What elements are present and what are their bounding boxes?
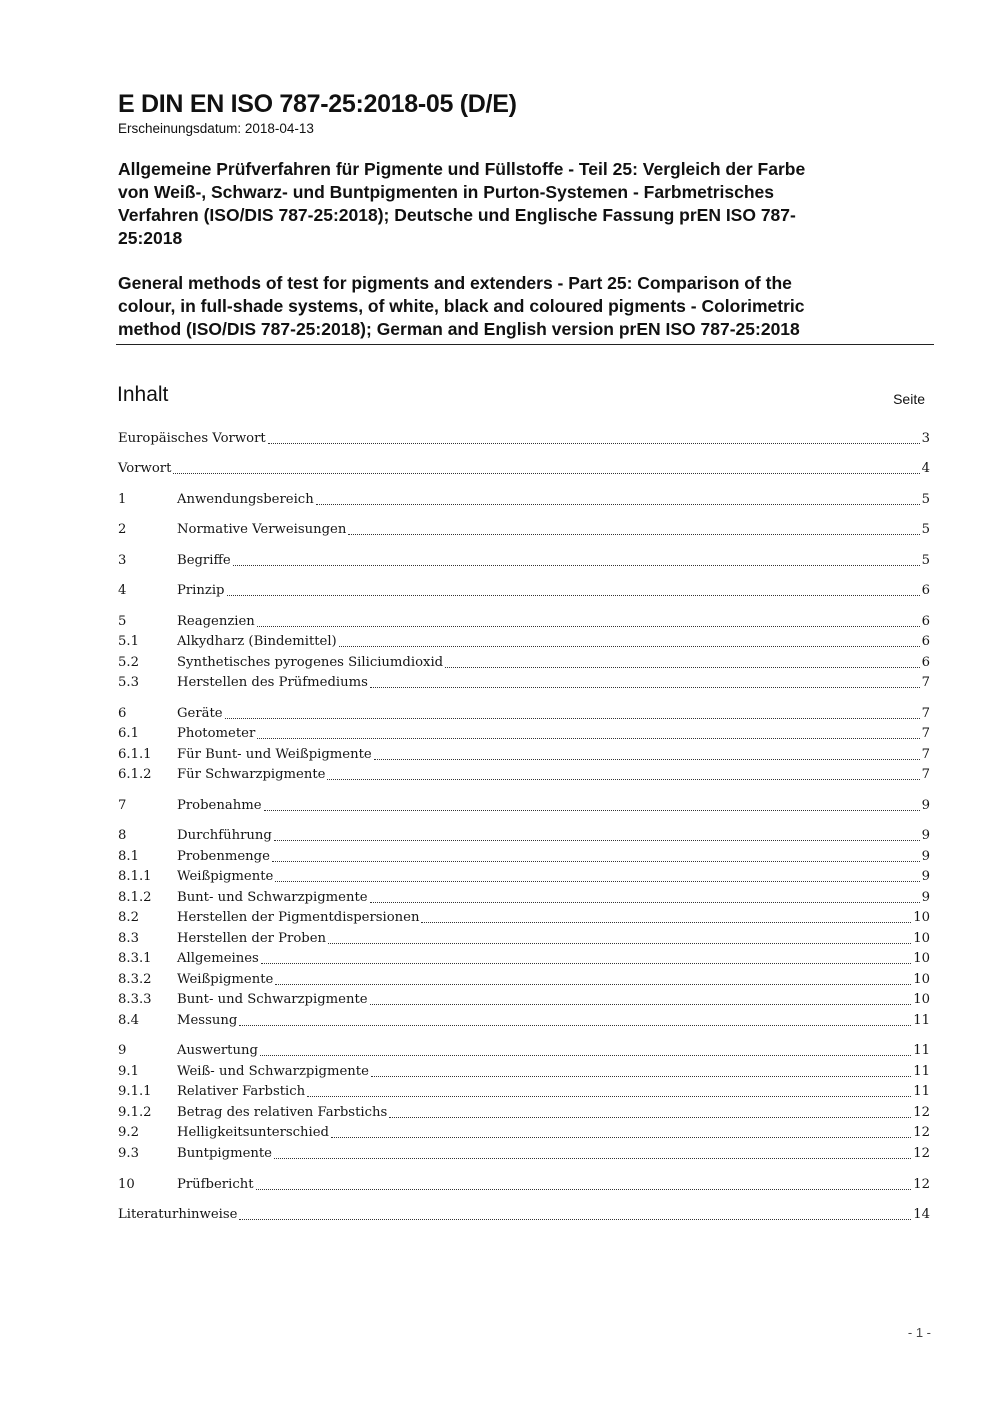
toc-entry[interactable] — [118, 1041, 930, 1061]
toc-entry[interactable] — [118, 990, 930, 1010]
toc-entry-title: Herstellen der Pigmentdispersionen — [177, 910, 420, 925]
toc-entry[interactable] — [118, 581, 930, 601]
toc-entry-number: 5.2 — [118, 655, 139, 670]
toc-entry[interactable] — [118, 867, 930, 887]
english-title-line: General methods of test for pigments and extenders - Part 25: Comparison of the — [118, 273, 792, 293]
toc-entry-number: 8.3.2 — [118, 972, 152, 987]
toc-entry-title: Europäisches Vorwort — [118, 431, 266, 446]
toc-entry-number: 9.3 — [118, 1146, 139, 1161]
toc-entry-title: Allgemeines — [177, 951, 259, 966]
toc-entry-title: Buntpigmente — [177, 1146, 272, 1161]
toc-entry-title: Für Schwarzpigmente — [177, 767, 326, 782]
toc-entry-title: Prinzip — [177, 583, 225, 598]
toc-entry-page: 7 — [921, 747, 930, 762]
toc-entry-title: Reagenzien — [177, 614, 255, 629]
toc-entry-page: 11 — [913, 1064, 930, 1079]
toc-entry-title: Probenahme — [177, 798, 262, 813]
toc-entry[interactable] — [118, 765, 930, 785]
toc-entry-number: 9 — [118, 1043, 127, 1058]
toc-entry-title: Begriffe — [177, 553, 231, 568]
toc-entry-number: 5.3 — [118, 675, 139, 690]
toc-entry-title: Probenmenge — [177, 849, 270, 864]
toc-dot-leader — [261, 963, 911, 964]
toc-dot-leader — [225, 718, 920, 719]
toc-entry[interactable] — [118, 949, 930, 969]
toc-entry-number: 8.1.1 — [118, 869, 152, 884]
toc-dot-leader — [348, 534, 919, 535]
toc-entry[interactable] — [118, 929, 930, 949]
toc-entry-page: 9 — [921, 869, 930, 884]
toc-dot-leader — [256, 1189, 912, 1190]
toc-entry-title: Prüfbericht — [177, 1177, 254, 1192]
toc-entry-title: Synthetisches pyrogenes Siliciumdioxid — [177, 655, 444, 670]
toc-entry-page: 9 — [921, 828, 930, 843]
toc-entry[interactable] — [118, 673, 930, 693]
toc-entry-number: 6.1 — [118, 726, 139, 741]
toc-entry-page: 3 — [921, 431, 930, 446]
toc-page-column-label: Seite — [893, 391, 925, 407]
toc-entry-page: 4 — [921, 461, 930, 476]
toc-dot-leader — [239, 1219, 911, 1220]
toc-entry-page: 11 — [913, 1013, 930, 1028]
toc-entry-number: 8.3.3 — [118, 992, 152, 1007]
toc-dot-leader — [328, 943, 911, 944]
toc-entry-title: Durchführung — [177, 828, 272, 843]
toc-entry-number: 6.1.2 — [118, 767, 152, 782]
toc-dot-leader — [227, 595, 920, 596]
toc-entry[interactable] — [118, 888, 930, 908]
toc-dot-leader — [445, 667, 919, 668]
toc-entry-number: 1 — [118, 492, 127, 507]
toc-entry-page: 7 — [921, 767, 930, 782]
toc-entry-page: 7 — [921, 706, 930, 721]
toc-entry[interactable] — [118, 1103, 930, 1123]
toc-entry-number: 2 — [118, 522, 127, 537]
toc-entry-page: 7 — [921, 675, 930, 690]
toc-entry-page: 6 — [921, 583, 930, 598]
toc-entry-title: Geräte — [177, 706, 223, 721]
toc-entry-page: 11 — [913, 1084, 930, 1099]
toc-entry-number: 8.2 — [118, 910, 139, 925]
toc-entry-page: 5 — [921, 492, 930, 507]
toc-dot-leader — [316, 504, 920, 505]
toc-entry[interactable] — [118, 1082, 930, 1102]
toc-dot-leader — [421, 922, 911, 923]
document-title: E DIN EN ISO 787-25:2018-05 (D/E) — [118, 90, 517, 118]
toc-entry-title: Messung — [177, 1013, 238, 1028]
toc-entry[interactable] — [118, 908, 930, 928]
toc-entry-page: 10 — [913, 992, 930, 1007]
toc-entry[interactable] — [118, 1123, 930, 1143]
toc-entry[interactable] — [118, 632, 930, 652]
toc-dot-leader — [233, 565, 920, 566]
toc-entry-title: Bunt- und Schwarzpigmente — [177, 992, 368, 1007]
toc-entry[interactable] — [118, 1062, 930, 1082]
toc-entry-title: Relativer Farbstich — [177, 1084, 306, 1099]
toc-entry-page: 12 — [913, 1105, 930, 1120]
toc-dot-leader — [272, 861, 920, 862]
toc-entry[interactable] — [118, 1144, 930, 1164]
toc-entry[interactable] — [118, 796, 930, 816]
toc-entry-title: Normative Verweisungen — [177, 522, 347, 537]
toc-entry-title: Weißpigmente — [177, 869, 274, 884]
toc-entry-title: Helligkeitsunterschied — [177, 1125, 329, 1140]
toc-entry[interactable] — [118, 847, 930, 867]
toc-entry[interactable] — [118, 551, 930, 571]
toc-entry-number: 9.1.1 — [118, 1084, 152, 1099]
toc-entry[interactable] — [118, 653, 930, 673]
toc-entry-title: Weißpigmente — [177, 972, 274, 987]
toc-entry[interactable] — [118, 459, 930, 479]
toc-entry-page: 10 — [913, 910, 930, 925]
toc-dot-leader — [389, 1117, 911, 1118]
title-divider — [116, 344, 934, 345]
toc-entry-page: 12 — [913, 1177, 930, 1192]
toc-entry-number: 8.4 — [118, 1013, 139, 1028]
toc-entry[interactable] — [118, 612, 930, 632]
toc-entry-title: Weiß- und Schwarzpigmente — [177, 1064, 369, 1079]
toc-entry-number: 4 — [118, 583, 127, 598]
toc-dot-leader — [339, 646, 920, 647]
toc-entry[interactable] — [118, 1205, 930, 1225]
toc-entry-page: 5 — [921, 553, 930, 568]
toc-entry-title: Vorwort — [118, 461, 172, 476]
toc-dot-leader — [239, 1025, 911, 1026]
toc-dot-leader — [331, 1137, 911, 1138]
german-title-line: Allgemeine Prüfverfahren für Pigmente und Füllstoffe - Teil 25: Vergleich der Farbe — [118, 159, 806, 179]
toc-dot-leader — [257, 626, 920, 627]
german-title — [118, 158, 918, 250]
toc-entry-number: 10 — [118, 1177, 135, 1192]
toc-entry-title: Herstellen der Proben — [177, 931, 327, 946]
toc-entry-number: 9.2 — [118, 1125, 139, 1140]
toc-entry-page: 9 — [921, 849, 930, 864]
toc-entry-number: 6 — [118, 706, 127, 721]
toc-dot-leader — [370, 902, 920, 903]
toc-dot-leader — [371, 1076, 911, 1077]
toc-entry-title: Herstellen des Prüfmediums — [177, 675, 368, 690]
toc-entry-page: 12 — [913, 1146, 930, 1161]
toc-dot-leader — [268, 443, 920, 444]
toc-entry-title: Für Bunt- und Weißpigmente — [177, 747, 372, 762]
toc-entry[interactable] — [118, 970, 930, 990]
toc-entry-page: 14 — [913, 1207, 930, 1222]
toc-entry-number: 9.1.2 — [118, 1105, 152, 1120]
toc-entry[interactable] — [118, 1011, 930, 1031]
toc-entry-number: 6.1.1 — [118, 747, 152, 762]
toc-entry-page: 10 — [913, 951, 930, 966]
german-title-line: von Weiß-, Schwarz- und Buntpigmenten in Purton-Systemen - Farbmetrisches — [118, 182, 775, 202]
toc-entry-page: 6 — [921, 655, 930, 670]
english-title-line: method (ISO/DIS 787-25:2018); German and English version prEN ISO 787-25:2018 — [118, 319, 800, 339]
toc-dot-leader — [275, 984, 911, 985]
toc-entry-number: 3 — [118, 553, 127, 568]
toc-entry-number: 8.3 — [118, 931, 139, 946]
toc-entry-page: 10 — [913, 972, 930, 987]
toc-entry-page: 6 — [921, 634, 930, 649]
toc-dot-leader — [370, 687, 920, 688]
toc-entry[interactable] — [118, 704, 930, 724]
toc-entry-title: Alkydharz (Bindemittel) — [177, 634, 337, 649]
german-title-line: 25:2018 — [118, 228, 183, 248]
toc-entry-title: Bunt- und Schwarzpigmente — [177, 890, 368, 905]
toc-entry-page: 9 — [921, 798, 930, 813]
toc-entry-title: Betrag des relativen Farbstichs — [177, 1105, 388, 1120]
toc-entry-number: 7 — [118, 798, 127, 813]
toc-entry-number: 8.1.2 — [118, 890, 152, 905]
toc-dot-leader — [327, 779, 919, 780]
toc-entry-number: 5 — [118, 614, 127, 629]
toc-entry-page: 11 — [913, 1043, 930, 1058]
toc-entry-page: 12 — [913, 1125, 930, 1140]
toc-entry[interactable] — [118, 826, 930, 846]
german-title-line: Verfahren (ISO/DIS 787-25:2018); Deutsche und Englische Fassung prEN ISO 787- — [118, 205, 796, 225]
toc-entry-number: 8.3.1 — [118, 951, 152, 966]
page-number: - 1 - — [907, 1325, 931, 1340]
toc-dot-leader — [370, 1004, 912, 1005]
toc-entry-title: Anwendungsbereich — [177, 492, 314, 507]
toc-dot-leader — [260, 1055, 911, 1056]
toc-dot-leader — [274, 840, 920, 841]
toc-entry-number: 5.1 — [118, 634, 139, 649]
toc-dot-leader — [374, 759, 920, 760]
toc-heading: Inhalt — [117, 383, 169, 406]
toc-dot-leader — [257, 738, 919, 739]
toc-dot-leader — [173, 473, 919, 474]
toc-dot-leader — [264, 810, 920, 811]
toc-entry-title: Photometer — [177, 726, 256, 741]
toc-entry-number: 8 — [118, 828, 127, 843]
toc-entry[interactable] — [118, 429, 930, 449]
toc-entry[interactable] — [118, 1175, 930, 1195]
publication-date: Erscheinungsdatum: 2018-04-13 — [118, 121, 314, 136]
toc-dot-leader — [275, 881, 919, 882]
toc-entry-number: 9.1 — [118, 1064, 139, 1079]
toc-entry[interactable] — [118, 724, 930, 744]
toc-entry[interactable] — [118, 520, 930, 540]
toc-entry-page: 5 — [921, 522, 930, 537]
toc-entry-page: 10 — [913, 931, 930, 946]
toc-entry-title: Literaturhinweise — [118, 1207, 238, 1222]
toc-entry[interactable] — [118, 490, 930, 510]
english-title-line: colour, in full-shade systems, of white, black and coloured pigments - Colorimetric — [118, 296, 805, 316]
toc-entry-number: 8.1 — [118, 849, 139, 864]
toc-entry-page: 7 — [921, 726, 930, 741]
toc-dot-leader — [274, 1158, 911, 1159]
toc-entry-page: 9 — [921, 890, 930, 905]
english-title — [118, 272, 918, 341]
toc-entry-page: 6 — [921, 614, 930, 629]
toc-entry-title: Auswertung — [177, 1043, 258, 1058]
toc-dot-leader — [307, 1096, 911, 1097]
toc-entry[interactable] — [118, 745, 930, 765]
